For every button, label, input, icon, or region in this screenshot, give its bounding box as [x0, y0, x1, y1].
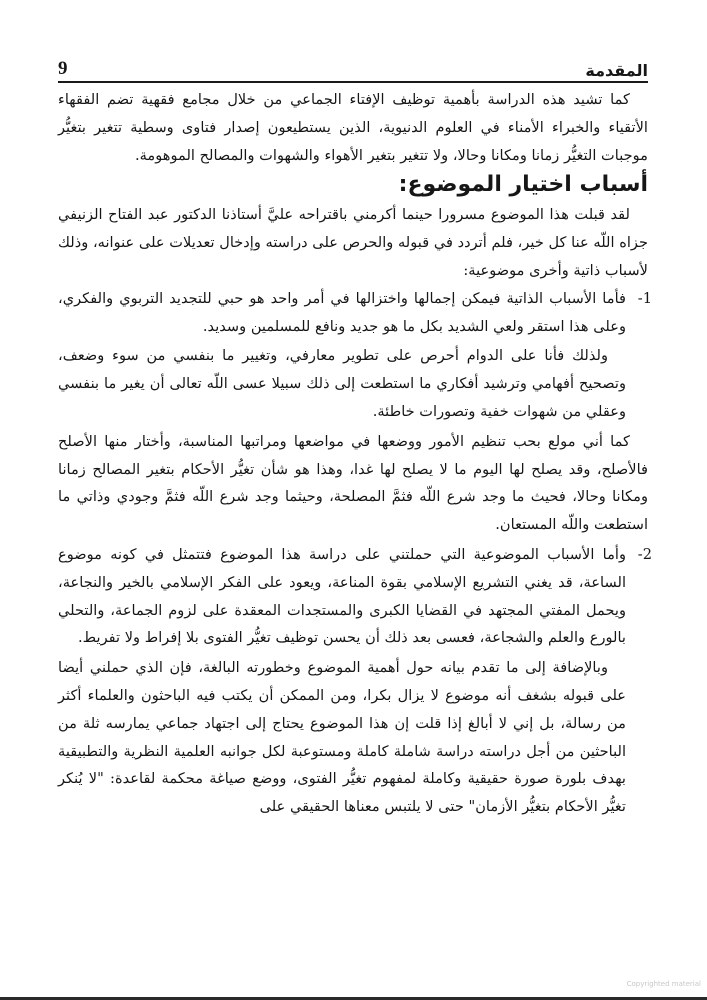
header-rule: [58, 81, 648, 83]
book-page: [58, 0, 652, 1000]
paragraph-self-improvement: ولذلك فأنا على الدوام أحرص على تطوير معارفي، وتغيير ما بنفسي من سوء وضعف، وتصحيح أفهامي وترشيد أفكاري ما استطعت إلى ذلك سبيلا عسى اللّه تعالى أن يغير ما بنفسي وعقلي من شهوات خفية وتصورات خاطئة.: [58, 347, 626, 420]
copyright-watermark: Copyrighted material: [626, 980, 701, 988]
page-number: 9: [58, 58, 68, 79]
paragraph-intro: كما تشيد هذه الدراسة بأهمية توظيف الإفتاء الجماعي من خلال مجامع فقهية تضم الفقهاء الأتقياء والخبراء الأمناء في العلوم الدنيوية، الذين يستطيعون إصدار فتاوى وسطية تتغير بتغيُّر موجبات التغيُّر زمانا ومكانا وحالا، ولا تتغير بتغير الأهواء والشهوات والمصالح الموهومة.: [58, 91, 648, 164]
section-heading: أسباب اختيار الموضوع:: [398, 172, 648, 198]
list-item-objective-reasons: [58, 541, 652, 652]
running-title: المقدمة: [585, 61, 648, 80]
list-number: 1-: [637, 289, 652, 307]
list-item-text: فأما الأسباب الذاتية فيمكن إجمالها واختزالها في أمر واحد هو حبي للتجديد التربوي والفكري، وعلى هذا استقر ولعي الشديد بكل ما هو جديد ونافع للمسلمين وسديد.: [58, 289, 626, 335]
paragraph-additional: وبالإضافة إلى ما تقدم بيانه حول أهمية الموضوع وخطورته البالغة، فإن الذي حملني أيضا على قبوله بشغف أنه موضوع لا يزال بكرا، ومن الممكن أن يكتب فيه الباحثون والعلماء أكثر من رسالة، بل إني لا أبالغ إذا قلت إن هذا الموضوع يحتاج إلى اجتهاد جماعي يمارسه ثلة من الباحثين من أجل دراسته دراسة شاملة كاملة ومستوعبة لكل جوانبه العلمية النظرية والتطبيقية بهدف بلورة صورة حقيقية وكاملة لمفهوم تغيُّر الفتوى، ووضع صياغة محكمة لقاعدة: "لا يُنكر تغيُّر الأحكام بتغيُّر الأزمان" حتى لا يلتبس معناها الحقيقي على: [58, 659, 626, 816]
paragraph-organization: كما أني مولع بحب تنظيم الأمور ووضعها في مواضعها ومراتبها المناسبة، وأختار منها الأصلح فالأصلح، وقد يصلح لها اليوم ما لا يصلح لها غدا، وهذا هو شأن تغيُّر الأحكام بتغير المصالح زمانا ومكانا وحالا، فحيث ما وجد شرع اللّه فثمَّ المصلحة، وحيثما وجد شرع اللّه فثمَّ وجودي وذاتي ما استطعت واللّه المستعان.: [58, 432, 648, 534]
list-item-text: وأما الأسباب الموضوعية التي حملتني على دراسة هذا الموضوع فتتمثل في كونه موضوع الساعة، قد يغني التشريع الإسلامي بقوة المناعة، ويعود على الفكر الإسلامي بالخير والنجاعة، ويحمل المفتي المجتهد في القضايا الكبرى والمستجدات المعقدة على لزوم الجماعة، والتحلي بالورع والعلم والشجاعة، فعسى بعد ذلك أن يحسن توظيف تغيُّر الفتوى بلا إفراط ولا تفريط.: [58, 545, 626, 647]
body-text: [58, 86, 652, 821]
running-header: [58, 56, 648, 80]
list-number: 2-: [637, 545, 652, 563]
paragraph-acceptance: لقد قبلت هذا الموضوع مسرورا حينما أكرمني باقتراحه عليَّ أستاذنا الدكتور عبد الفتاح الزنيفي جزاه اللّه عنا كل خير، فلم أتردد في قبوله والحرص على دراسته وإدخال تعديلات على عنوانه، وذلك لأسباب ذاتية وأخرى موضوعية:: [58, 206, 648, 279]
list-item-personal-reasons: [58, 285, 652, 341]
